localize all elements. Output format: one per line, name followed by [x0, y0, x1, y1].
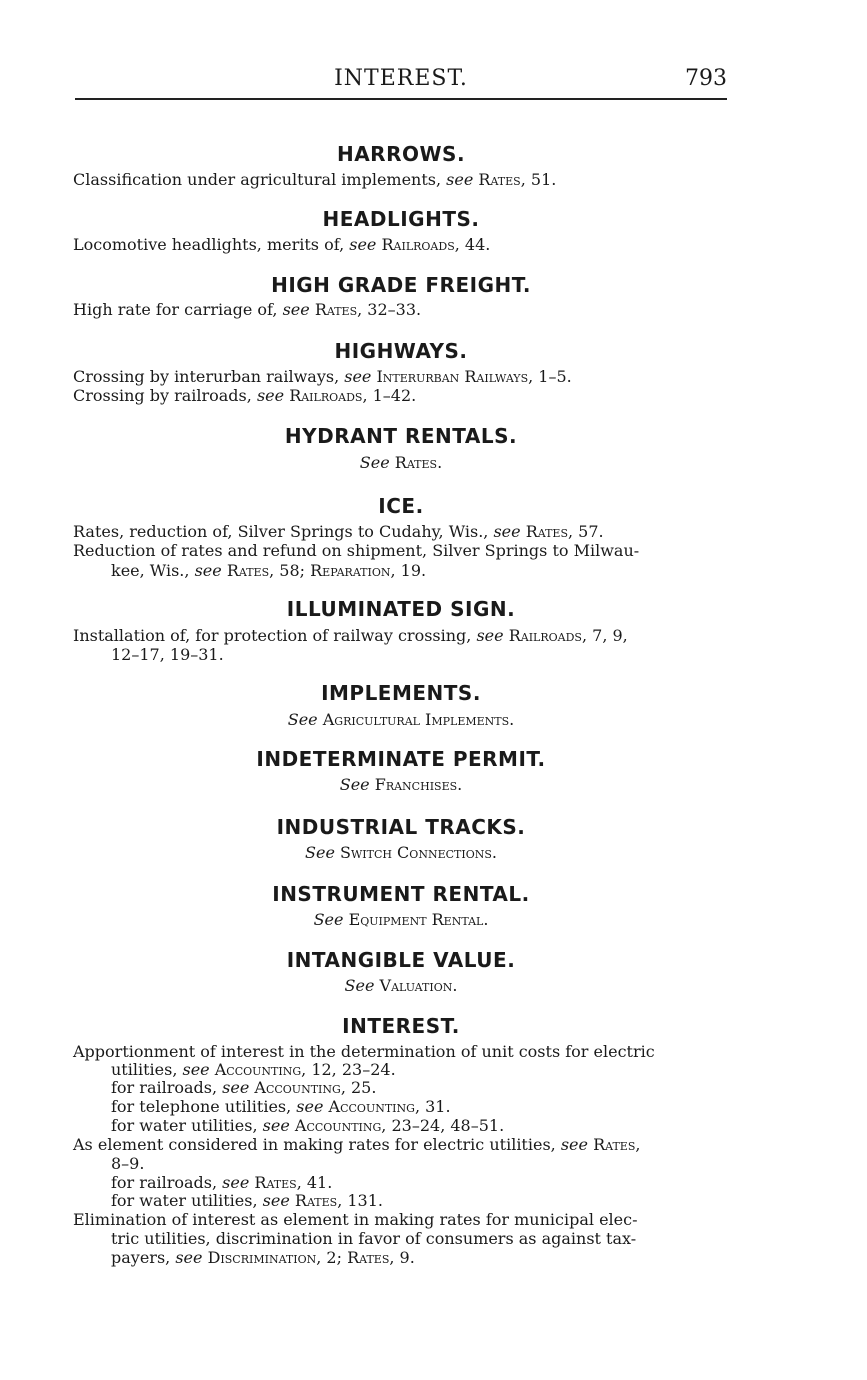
entry-line: Apportionment of interest in the determination of unit costs for electric: [73, 1042, 655, 1061]
entry-line: kee, Wis., see Rates, 58; Reparation, 19.: [111, 561, 427, 580]
entry-heading-instrument-rental: INSTRUMENT RENTAL.: [272, 882, 530, 906]
entry-line: Rates, reduction of, Silver Springs to Cudahy, Wis., see Rates, 57.: [73, 522, 604, 541]
entry-line: for railroads, see Rates, 41.: [111, 1173, 333, 1192]
entry-heading-headlights: HEADLIGHTS.: [322, 207, 480, 231]
see-also-line: See Valuation.: [344, 976, 458, 995]
entry-line: Reduction of rates and refund on shipment, Silver Springs to Milwau-: [73, 541, 640, 560]
entry-heading-industrial-tracks: INDUSTRIAL TRACKS.: [276, 815, 526, 839]
entry-line: for water utilities, see Accounting, 23–24, 48–51.: [111, 1116, 505, 1135]
entry-line: for railroads, see Accounting, 25.: [111, 1078, 377, 1097]
entry-heading-indeterminate-permit: INDETERMINATE PERMIT.: [256, 747, 546, 771]
entry-heading-interest: INTEREST.: [342, 1014, 460, 1038]
entry-line: Crossing by interurban railways, see Interurban Railways, 1–5.: [73, 367, 572, 386]
running-head: [75, 64, 727, 100]
entry-line: payers, see Discrimination, 2; Rates, 9.: [111, 1248, 415, 1267]
entry-line: Locomotive headlights, merits of, see Railroads, 44.: [73, 235, 491, 254]
entry-line: High rate for carriage of, see Rates, 32–33.: [73, 300, 422, 319]
entry-line: Elimination of interest as element in making rates for municipal elec-: [73, 1210, 638, 1229]
page-number: 793: [685, 66, 727, 91]
entry-line: utilities, see Accounting, 12, 23–24.: [111, 1060, 396, 1079]
see-also-line: See Agricultural Implements.: [287, 710, 515, 729]
entry-heading-hydrant-rentals: HYDRANT RENTALS.: [284, 424, 518, 448]
entry-heading-high-grade-freight: HIGH GRADE FREIGHT.: [271, 273, 531, 297]
running-head-title: INTEREST.: [334, 66, 468, 91]
entry-line: Installation of, for protection of railway crossing, see Railroads, 7, 9,: [73, 626, 628, 645]
entry-heading-highways: HIGHWAYS.: [334, 339, 468, 363]
entry-line: 12–17, 19–31.: [111, 645, 224, 664]
entry-line: Classification under agricultural implements, see Rates, 51.: [73, 170, 557, 189]
entry-line: tric utilities, discrimination in favor of consumers as against tax-: [111, 1229, 637, 1248]
see-also-line: See Franchises.: [339, 775, 463, 794]
entry-heading-harrows: HARROWS.: [336, 142, 466, 166]
entry-line: for water utilities, see Rates, 131.: [111, 1191, 383, 1210]
entry-line: 8–9.: [111, 1154, 145, 1173]
entry-line: for telephone utilities, see Accounting, 31.: [111, 1097, 451, 1116]
entry-heading-implements: IMPLEMENTS.: [321, 681, 481, 705]
see-also-line: See Equipment Rental.: [313, 910, 489, 929]
entry-line: As element considered in making rates for electric utilities, see Rates,: [73, 1135, 641, 1154]
see-also-line: See Rates.: [359, 453, 443, 472]
entry-line: Crossing by railroads, see Railroads, 1–42.: [73, 386, 417, 405]
see-also-line: See Switch Connections.: [305, 843, 497, 862]
entry-heading-ice: ICE.: [378, 494, 424, 518]
entry-heading-intangible-value: INTANGIBLE VALUE.: [286, 948, 516, 972]
entry-heading-illuminated-sign: ILLUMINATED SIGN.: [286, 597, 516, 621]
